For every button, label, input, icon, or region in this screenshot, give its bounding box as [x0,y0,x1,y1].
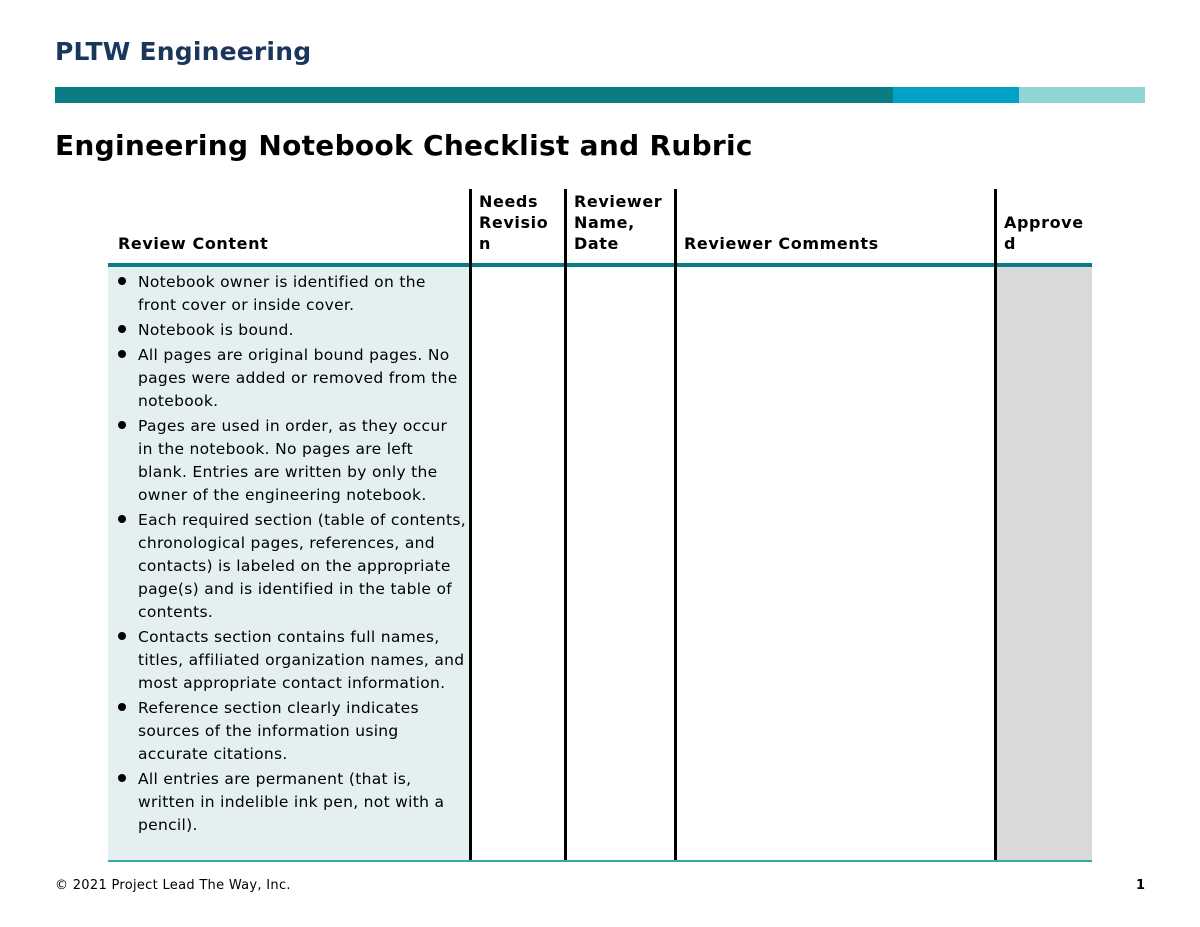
header-reviewer-line-2: Name, [574,213,635,232]
checklist-item [116,768,466,837]
bullet-icon [118,325,126,333]
checklist-item [116,509,466,624]
checklist-item [116,271,466,317]
footer-page-number: 1 [1135,878,1145,893]
footer-copyright: © 2021 Project Lead The Way, Inc. [55,878,291,893]
reviewer-name-date-cell[interactable] [568,267,674,860]
bullet-icon [118,774,126,782]
header-approved-line-1: Approve [1004,213,1084,232]
column-divider [674,189,677,860]
bullet-icon [118,515,126,523]
bullet-icon [118,350,126,358]
checklist-item [116,344,466,413]
bullet-icon [118,703,126,711]
reviewer-comments-cell[interactable] [677,267,994,860]
checklist-item-text: All entries are permanent (that is, written in indelible ink pen, not with a pencil). [138,770,445,834]
checklist-item [116,626,466,695]
header-review-content [118,189,468,263]
header-needs-revision-line-3: n [479,234,491,253]
needs-revision-cell[interactable] [473,267,565,860]
header-reviewer-line-1: Reviewer [574,192,663,211]
checklist-item-text: Pages are used in order, as they occur in the notebook. No pages are left blank. Entries are written by only the owner of the engineering notebook. [138,417,448,504]
header-color-stripe [55,87,1145,103]
checklist-item-text: Reference section clearly indicates sources of the information using accurate citations. [138,699,419,763]
header-approved [1004,189,1092,263]
checklist-item-text: Notebook owner is identified on the front cover or inside cover. [138,273,426,314]
header-reviewer-comments [684,189,994,263]
header-needs-revision [479,189,565,265]
column-divider [469,189,472,860]
header-reviewer-line-3: Date [574,234,619,253]
checklist-item-text: Notebook is bound. [138,321,294,339]
checklist [116,271,466,839]
header-review-content-label: Review Content [118,234,269,253]
header-divider [108,263,1092,267]
column-divider [564,189,567,860]
stripe-segment-medium [893,87,1019,103]
header-reviewer-name-date [574,189,674,265]
checklist-item-text: All pages are original bound pages. No pages were added or removed from the notebook. [138,346,458,410]
rubric-table [108,189,1092,862]
checklist-item [116,319,466,342]
table-bottom-border [108,860,1092,862]
bullet-icon [118,632,126,640]
brand-header: PLTW Engineering [55,37,312,66]
document-title: Engineering Notebook Checklist and Rubric [55,129,753,162]
checklist-item-text: Contacts section contains full names, titles, affiliated organization names, and most appropriate contact information. [138,628,465,692]
checklist-item [116,415,466,507]
bullet-icon [118,277,126,285]
stripe-segment-dark [55,87,893,103]
header-needs-revision-line-1: Needs [479,192,539,211]
column-divider [994,189,997,860]
header-reviewer-comments-label: Reviewer Comments [684,234,879,253]
bullet-icon [118,421,126,429]
stripe-segment-light [1019,87,1145,103]
approved-cell[interactable] [997,267,1092,860]
checklist-item [116,697,466,766]
header-needs-revision-line-2: Revisio [479,213,549,232]
checklist-item-text: Each required section (table of contents, chronological pages, references, and contacts) is labeled on the appropriate page(s) and is identified in the table of contents. [138,511,466,621]
header-approved-line-2: d [1004,234,1017,253]
